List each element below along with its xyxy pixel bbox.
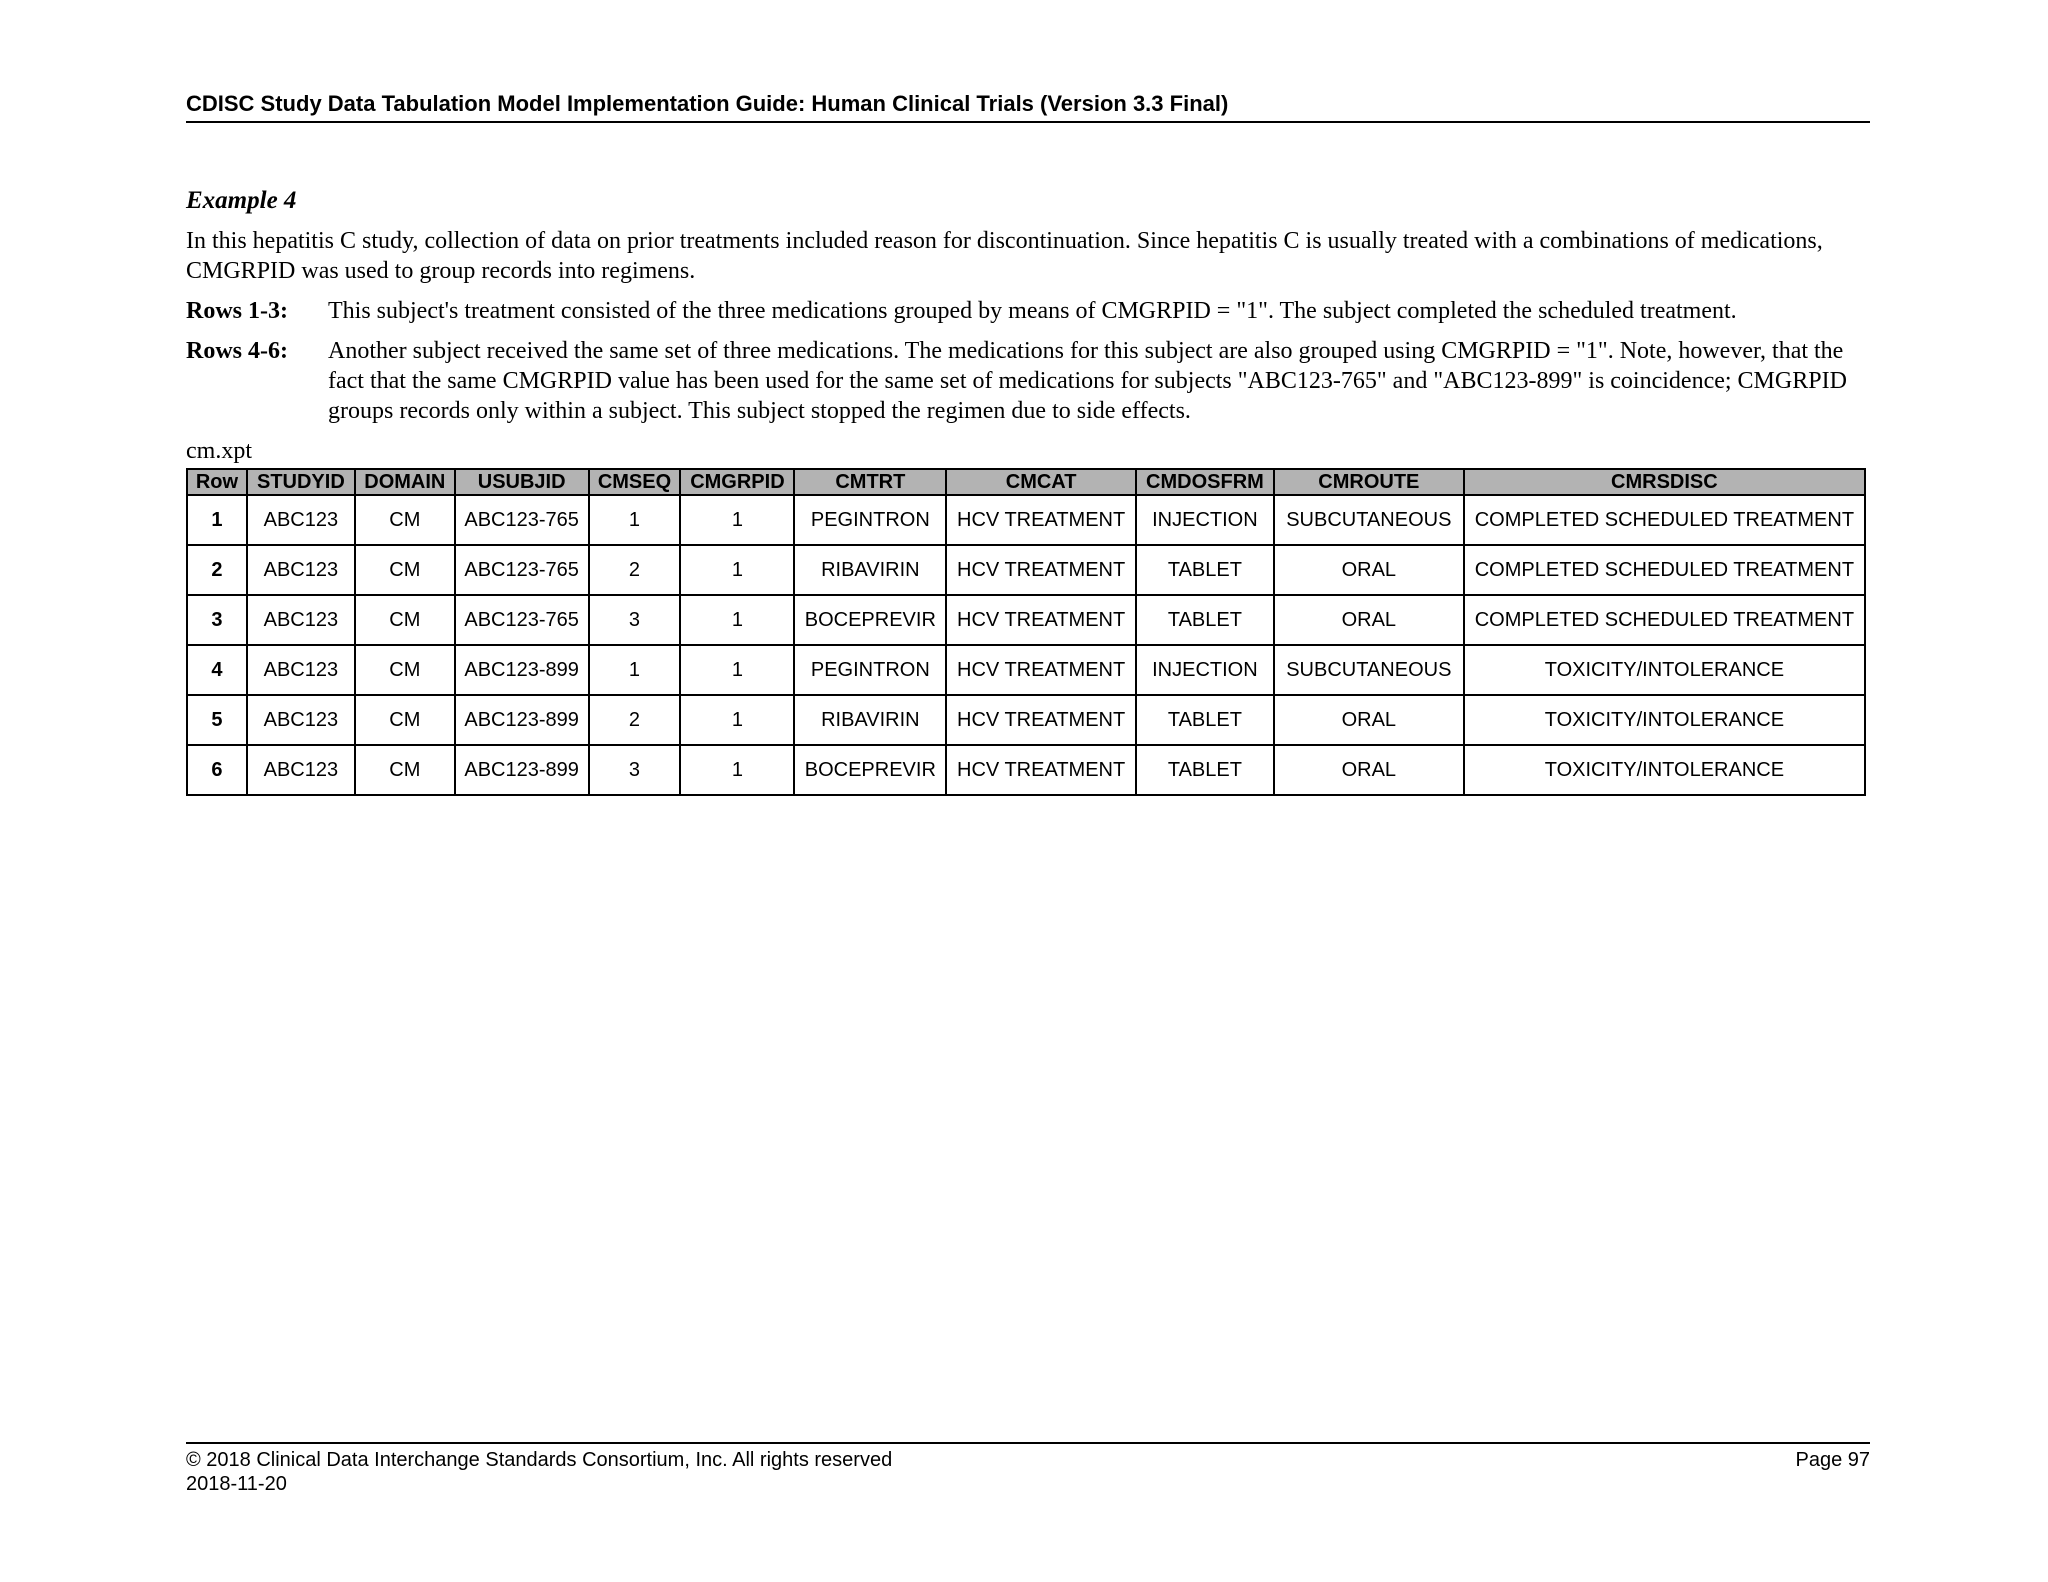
table-cell: ABC123-899 <box>455 745 589 795</box>
table-cell: 3 <box>187 595 247 645</box>
table-cell: HCV TREATMENT <box>946 545 1136 595</box>
column-header: CMDOSFRM <box>1136 469 1274 495</box>
table-cell: CM <box>355 695 455 745</box>
table-row <box>187 595 1865 645</box>
column-header: CMRSDISC <box>1464 469 1865 495</box>
table-cell: TABLET <box>1136 595 1274 645</box>
table-cell: HCV TREATMENT <box>946 745 1136 795</box>
cm-data-table <box>186 468 1866 796</box>
table-cell: HCV TREATMENT <box>946 495 1136 545</box>
table-cell: 1 <box>680 545 794 595</box>
table-cell: 1 <box>680 595 794 645</box>
column-header: CMGRPID <box>680 469 794 495</box>
table-cell: TABLET <box>1136 695 1274 745</box>
footer-line <box>186 1448 1870 1472</box>
table-cell: 5 <box>187 695 247 745</box>
column-header: CMCAT <box>946 469 1136 495</box>
table-cell: HCV TREATMENT <box>946 645 1136 695</box>
table-cell: ORAL <box>1274 745 1464 795</box>
table-cell: TABLET <box>1136 545 1274 595</box>
table-cell: 6 <box>187 745 247 795</box>
dataset-name: cm.xpt <box>186 438 252 464</box>
table-cell: ABC123-765 <box>455 595 589 645</box>
table-cell: PEGINTRON <box>794 645 946 695</box>
table-cell: 1 <box>680 745 794 795</box>
table-row <box>187 695 1865 745</box>
row-note <box>186 336 1870 426</box>
table-cell: 1 <box>589 495 681 545</box>
table-cell: 1 <box>680 495 794 545</box>
column-header: Row <box>187 469 247 495</box>
table-cell: TOXICITY/INTOLERANCE <box>1464 695 1865 745</box>
table-cell: 1 <box>187 495 247 545</box>
table-cell: ORAL <box>1274 595 1464 645</box>
table-header-row <box>187 469 1865 495</box>
table-cell: ABC123 <box>247 745 355 795</box>
table-cell: HCV TREATMENT <box>946 695 1136 745</box>
table-cell: TOXICITY/INTOLERANCE <box>1464 645 1865 695</box>
table-cell: ABC123 <box>247 645 355 695</box>
table-cell: BOCEPREVIR <box>794 595 946 645</box>
table-cell: CM <box>355 745 455 795</box>
table-cell: PEGINTRON <box>794 495 946 545</box>
page-header <box>186 91 1870 123</box>
table-cell: 1 <box>680 695 794 745</box>
column-header: CMSEQ <box>589 469 681 495</box>
table-cell: COMPLETED SCHEDULED TREATMENT <box>1464 545 1865 595</box>
row-note-text: This subject's treatment consisted of the three medications grouped by means of CMGRPID = "1". The subject completed the scheduled treatment. <box>328 298 1737 324</box>
row-note <box>186 296 1870 326</box>
table-cell: 3 <box>589 745 681 795</box>
table-cell: 2 <box>589 545 681 595</box>
table-cell: TABLET <box>1136 745 1274 795</box>
intro-paragraph: In this hepatitis C study, collection of data on prior treatments included reason for discontinuation. Since hepatitis C is usually treated with a combinations of medications, CMGRPID was used to group records into regimens. <box>186 228 1823 284</box>
table-cell: CM <box>355 545 455 595</box>
table-row <box>187 495 1865 545</box>
table-cell: SUBCUTANEOUS <box>1274 645 1464 695</box>
table-cell: ABC123 <box>247 595 355 645</box>
copyright-text: © 2018 Clinical Data Interchange Standards Consortium, Inc. All rights reserved <box>186 1449 893 1471</box>
table-cell: CM <box>355 495 455 545</box>
row-note-text: Another subject received the same set of three medications. The medications for this subject are also grouped using CMGRPID = "1". Note, however, that the fact that the same CMGRPID value has been used for the same set of medications for subjects "ABC123-765" and "ABC123-899" is coincidence; CMGRPID groups records only within a subject. This subject stopped the regimen due to side effects. <box>328 338 1847 424</box>
table-cell: ABC123 <box>247 695 355 745</box>
table-cell: RIBAVIRIN <box>794 695 946 745</box>
publication-date: 2018-11-20 <box>186 1473 287 1495</box>
table-cell: 1 <box>680 645 794 695</box>
page-footer <box>186 1442 1870 1496</box>
table-cell: ABC123-899 <box>455 695 589 745</box>
main-content <box>186 186 1870 796</box>
table-cell: SUBCUTANEOUS <box>1274 495 1464 545</box>
table-cell: 2 <box>589 695 681 745</box>
table-cell: ABC123-765 <box>455 495 589 545</box>
table-cell: COMPLETED SCHEDULED TREATMENT <box>1464 595 1865 645</box>
row-note-label: Rows 4-6: <box>186 338 288 364</box>
table-cell: 3 <box>589 595 681 645</box>
table-cell: 2 <box>187 545 247 595</box>
table-cell: TOXICITY/INTOLERANCE <box>1464 745 1865 795</box>
column-header: CMTRT <box>794 469 946 495</box>
document-title: CDISC Study Data Tabulation Model Implementation Guide: Human Clinical Trials (Version 3.3 Final) <box>186 91 1229 116</box>
column-header: DOMAIN <box>355 469 455 495</box>
table-cell: ORAL <box>1274 545 1464 595</box>
table-cell: INJECTION <box>1136 645 1274 695</box>
column-header: CMROUTE <box>1274 469 1464 495</box>
example-title: Example 4 <box>186 187 297 214</box>
table-cell: 4 <box>187 645 247 695</box>
row-note-label: Rows 1-3: <box>186 298 288 324</box>
table-row <box>187 745 1865 795</box>
page-number: Page 97 <box>1795 1449 1870 1471</box>
table-cell: HCV TREATMENT <box>946 595 1136 645</box>
table-cell: CM <box>355 595 455 645</box>
table-cell: RIBAVIRIN <box>794 545 946 595</box>
column-header: STUDYID <box>247 469 355 495</box>
table-cell: CM <box>355 645 455 695</box>
table-cell: COMPLETED SCHEDULED TREATMENT <box>1464 495 1865 545</box>
table-cell: ABC123-899 <box>455 645 589 695</box>
table-cell: ABC123 <box>247 545 355 595</box>
table-cell: ABC123-765 <box>455 545 589 595</box>
table-cell: BOCEPREVIR <box>794 745 946 795</box>
column-header: USUBJID <box>455 469 589 495</box>
table-cell: ORAL <box>1274 695 1464 745</box>
table-cell: 1 <box>589 645 681 695</box>
table-row <box>187 645 1865 695</box>
table-cell: INJECTION <box>1136 495 1274 545</box>
table-row <box>187 545 1865 595</box>
table-cell: ABC123 <box>247 495 355 545</box>
